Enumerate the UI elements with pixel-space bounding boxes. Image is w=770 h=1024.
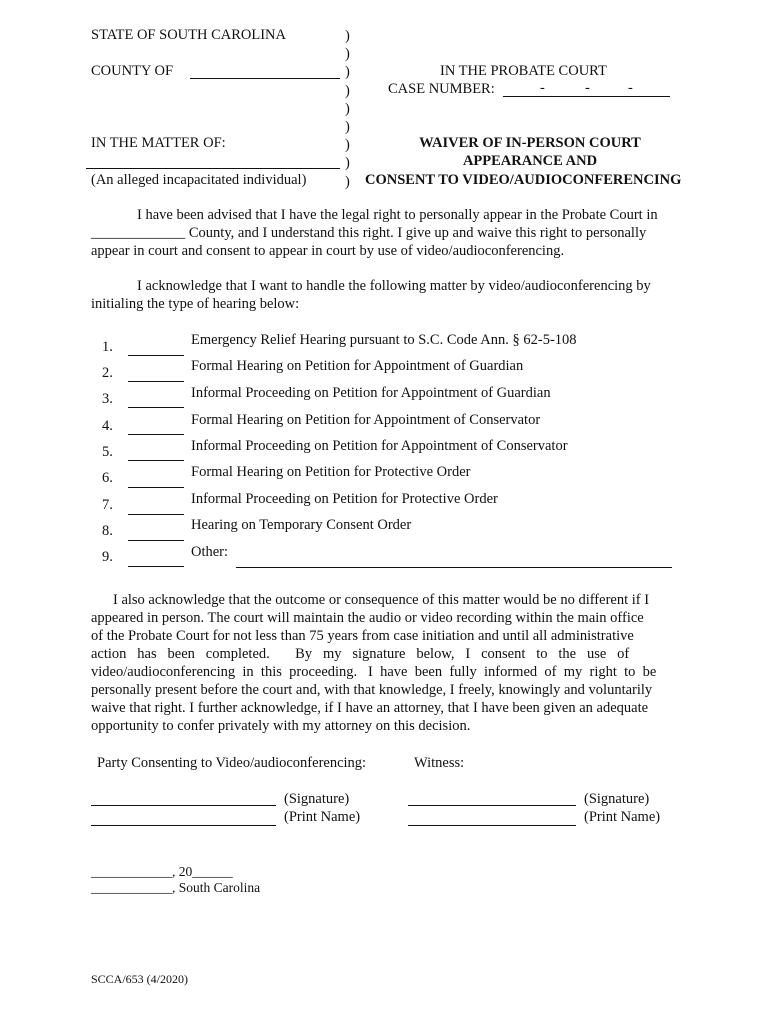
initial-blank[interactable] <box>128 540 184 541</box>
item-number: 5. <box>102 444 113 460</box>
initial-blank[interactable] <box>128 487 184 488</box>
item-number: 1. <box>102 339 113 355</box>
witness-signature-line[interactable] <box>408 805 576 806</box>
case-dash-1: - <box>540 80 545 96</box>
matter-name-line[interactable] <box>86 168 340 169</box>
county-label: COUNTY OF <box>91 63 174 79</box>
initial-blank[interactable] <box>128 407 184 408</box>
form-id: SCCA/653 (4/2020) <box>91 972 189 986</box>
item-text: Formal Hearing on Petition for Appointment of Conservator <box>191 412 541 428</box>
item-number: 9. <box>102 549 113 565</box>
item-number: 8. <box>102 523 113 539</box>
item-number: 3. <box>102 391 113 407</box>
matter-caption: (An alleged incapacitated individual) <box>91 172 307 188</box>
item-text: Emergency Relief Hearing pursuant to S.C. Code Ann. § 62-5-108 <box>191 332 577 348</box>
intro-p2-line2: initialing the type of hearing below: <box>91 296 300 312</box>
item-text: Formal Hearing on Petition for Protective Order <box>191 464 471 480</box>
caption-separator: ) ) ) ) ) ) ) ) ) <box>345 28 350 190</box>
item-text: Formal Hearing on Petition for Appointment of Guardian <box>191 358 524 374</box>
place-line[interactable]: ____________, South Carolina <box>91 880 261 895</box>
witness-label: Witness: <box>414 755 465 771</box>
date-line[interactable]: ____________, 20______ <box>91 864 233 879</box>
party-signature-line[interactable] <box>91 805 276 806</box>
state-label: STATE OF SOUTH CAROLINA <box>91 27 286 43</box>
item-text: Informal Proceeding on Petition for Appointment of Guardian <box>191 385 551 401</box>
party-print-name-label: (Print Name) <box>284 809 361 825</box>
initial-blank[interactable] <box>128 566 184 567</box>
item-number: 4. <box>102 418 113 434</box>
witness-signature-label: (Signature) <box>584 791 650 807</box>
party-print-name-line[interactable] <box>91 825 276 826</box>
item-text: Informal Proceeding on Petition for Protective Order <box>191 491 498 507</box>
item-number: 7. <box>102 497 113 513</box>
initial-blank[interactable] <box>128 514 184 515</box>
initial-blank[interactable] <box>128 460 184 461</box>
item-number: 2. <box>102 365 113 381</box>
item-number: 6. <box>102 470 113 486</box>
intro-p1-line3: appear in court and consent to appear in court by use of video/audioconferencing. <box>91 243 565 259</box>
case-dash-2: - <box>585 80 590 96</box>
party-signature-label: (Signature) <box>284 791 350 807</box>
item-text: Other: <box>191 544 229 560</box>
intro-p1-line2: _____________ County, and I understand this right. I give up and waive this right to personally <box>91 225 647 241</box>
acknowledgement-paragraph: I also acknowledge that the outcome or consequence of this matter would be no different if I appeared in person. The court will maintain the audio or video recording within the main office of the Probate Court for not less than 75 years from case initiation and until all administrative action has been completed. By my signature below, I consent to the use of video/audioconferencing in this proceeding. I have been fully informed of my right to be personally present before the court and, with that knowledge, I freely, knowingly and voluntarily waive that right. I further acknowledge, if I have an attorney, that I have been given an adequate opportunity to confer privately with my attorney on this decision. <box>91 592 657 734</box>
title-line-2: APPEARANCE AND <box>462 153 598 169</box>
case-number-label: CASE NUMBER: <box>388 81 495 97</box>
initial-blank[interactable] <box>128 381 184 382</box>
title-line-3: CONSENT TO VIDEO/AUDIOCONFERENCING <box>365 172 682 188</box>
witness-print-name-label: (Print Name) <box>584 809 661 825</box>
party-label: Party Consenting to Video/audioconferencing: <box>97 755 367 771</box>
initial-blank[interactable] <box>128 434 184 435</box>
county-input-line[interactable] <box>190 78 340 79</box>
initial-blank[interactable] <box>128 355 184 356</box>
item-text: Informal Proceeding on Petition for Appointment of Conservator <box>191 438 568 454</box>
item-text: Hearing on Temporary Consent Order <box>191 517 412 533</box>
intro-p1-line1: I have been advised that I have the legal right to personally appear in the Probate Court in <box>137 207 658 223</box>
witness-print-name-line[interactable] <box>408 825 576 826</box>
title-line-1: WAIVER OF IN-PERSON COURT <box>419 135 641 151</box>
matter-label: IN THE MATTER OF: <box>91 135 226 151</box>
court-name: IN THE PROBATE COURT <box>440 63 607 79</box>
case-dash-3: - <box>628 80 633 96</box>
other-specify-line[interactable] <box>236 567 672 568</box>
intro-p2-line1: I acknowledge that I want to handle the following matter by video/audioconferencing by <box>137 278 651 294</box>
